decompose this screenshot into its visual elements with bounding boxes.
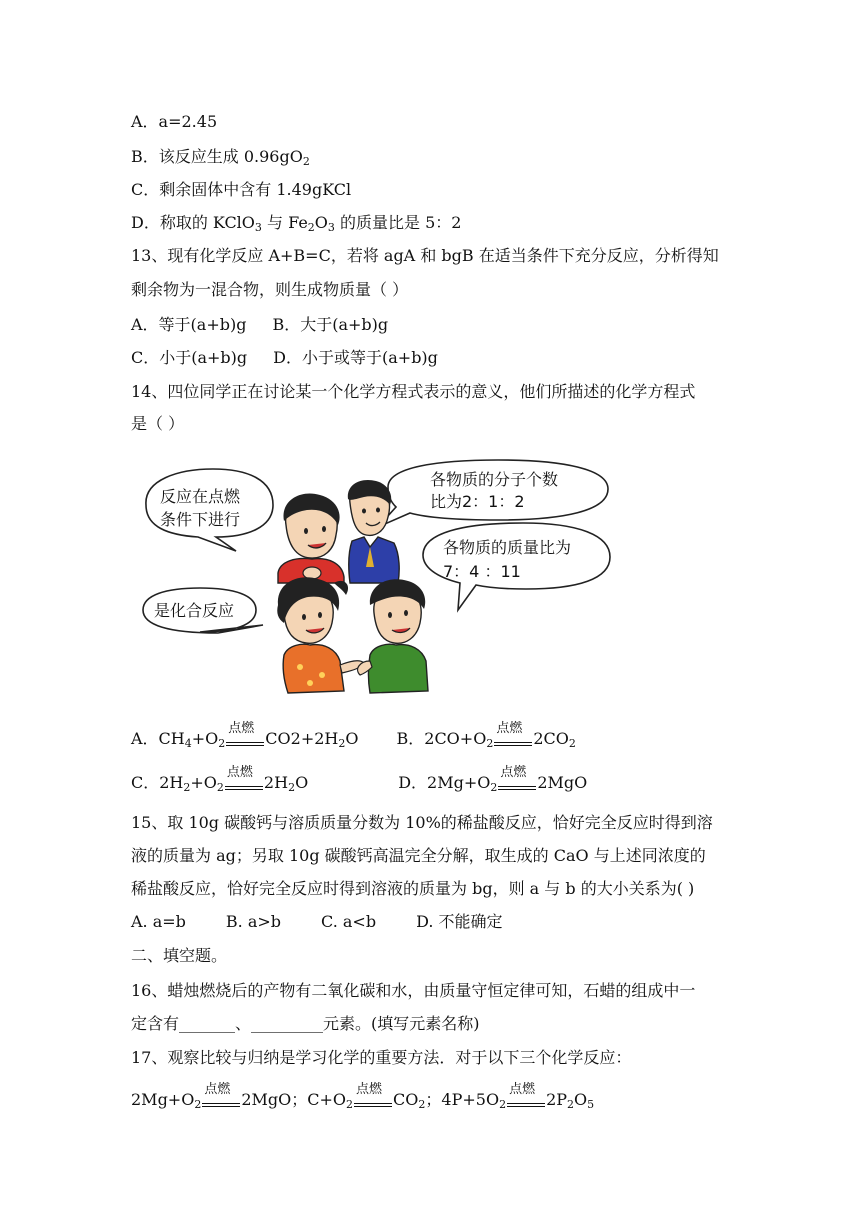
q17-stem-line1: 17、观察比较与归纳是学习化学的重要方法．对于以下三个化学反应：: [131, 1048, 632, 1067]
q12-option-b: B．该反应生成 $0.96gO_2$: [131, 147, 310, 168]
q15-stem-line2: 液的质量为 ag；另取 10g 碳酸钙高温完全分解，取生成的 CaO 与上述同浓度的: [131, 846, 706, 865]
ignite-condition-mark: 点燃: [494, 732, 532, 746]
speech-bubble-combination: [143, 588, 263, 633]
student-boy-green-shirt: [358, 579, 428, 693]
q17-reactions: $2Mg+O_2$ 点燃 2MgO；$C+O_2$ 点燃 $CO_2$；$4P+5O_2$ 点燃 $2P_2O_5$: [131, 1082, 595, 1111]
ignite-condition-mark: 点燃: [507, 1093, 545, 1107]
q16-stem-line2: 定含有_______、_________元素。(填写元素名称): [131, 1014, 480, 1033]
q14-options-row1: A．$CH_4+O_2$ 点燃 $CO2+2H_2O$ B．$2CO+O_2$ 点燃 $2CO_2$: [131, 721, 576, 750]
bubble-molecule-line2: 比为2：1：2: [430, 492, 525, 511]
q16-stem-line1: 16、蜡烛燃烧后的产物有二氧化碳和水，由质量守恒定律可知，石蜡的组成中一: [131, 981, 696, 1000]
speech-bubble-molecule-ratio: [378, 460, 608, 527]
bubble-ignition-line1: 反应在点燃: [160, 487, 241, 506]
q13-options-row2: C．小于(a+b)g D．小于或等于(a+b)g: [131, 348, 438, 367]
q15-options: A. a=b B. a>b C. a<b D. 不能确定: [131, 912, 503, 931]
q14-options-row2: C．$2H_2+O_2$ 点燃 $2H_2O$ D．$2Mg+O_2$ 点燃 2MgO: [131, 765, 588, 794]
q13-options-row1: A．等于(a+b)g B．大于(a+b)g: [131, 315, 389, 334]
ignite-condition-mark: 点燃: [354, 1093, 392, 1107]
bubble-combination-text: 是化合反应: [154, 601, 235, 620]
q15-stem-line3: 稀盐酸反应，恰好完全反应时得到溶液的质量为 bg，则 a 与 b 的大小关系为( ): [131, 879, 695, 898]
ignite-condition-mark: 点燃: [498, 776, 536, 790]
discussion-cartoon: [138, 455, 618, 700]
student-boy-red-shirt: [278, 493, 344, 583]
speech-bubble-ignition: [146, 469, 273, 551]
q12-option-c: C．剩余固体中含有 1.49gKCl: [131, 180, 352, 199]
q12-option-a: A．a=2.45: [131, 112, 218, 131]
q13-stem-line2: 剩余物为一混合物，则生成物质量（ ）: [131, 280, 409, 299]
q14-stem-line1: 14、四位同学正在讨论某一个化学方程式表示的意义，他们所描述的化学方程式: [131, 382, 696, 401]
ignite-condition-mark: 点燃: [225, 776, 263, 790]
bubble-mass-line1: 各物质的质量比为: [443, 538, 572, 557]
speech-bubble-mass-ratio: [423, 523, 610, 610]
bubble-ignition-line2: 条件下进行: [160, 510, 241, 529]
q13-stem-line1: 13、现有化学反应 A+B=C，若将 agA 和 bgB 在适当条件下充分反应，分析得知: [131, 246, 719, 265]
ignite-condition-mark: 点燃: [202, 1093, 240, 1107]
q14-stem-line2: 是（ ）: [131, 414, 185, 433]
q12-option-d: D．称取的 KClO$_3$ 与 $Fe_2O_3$ 的质量比是 5：2: [131, 213, 462, 234]
student-girl-orange-shirt: [277, 577, 364, 693]
ignite-condition-mark: 点燃: [226, 732, 264, 746]
bubble-mass-line2: 7：4 ：11: [443, 562, 521, 581]
q15-stem-line1: 15、取 10g 碳酸钙与溶质质量分数为 10%的稀盐酸反应，恰好完全反应时得到溶: [131, 813, 713, 832]
bubble-molecule-line1: 各物质的分子个数: [430, 470, 559, 489]
section-fill-in-heading: 二、填空题。: [131, 946, 228, 965]
